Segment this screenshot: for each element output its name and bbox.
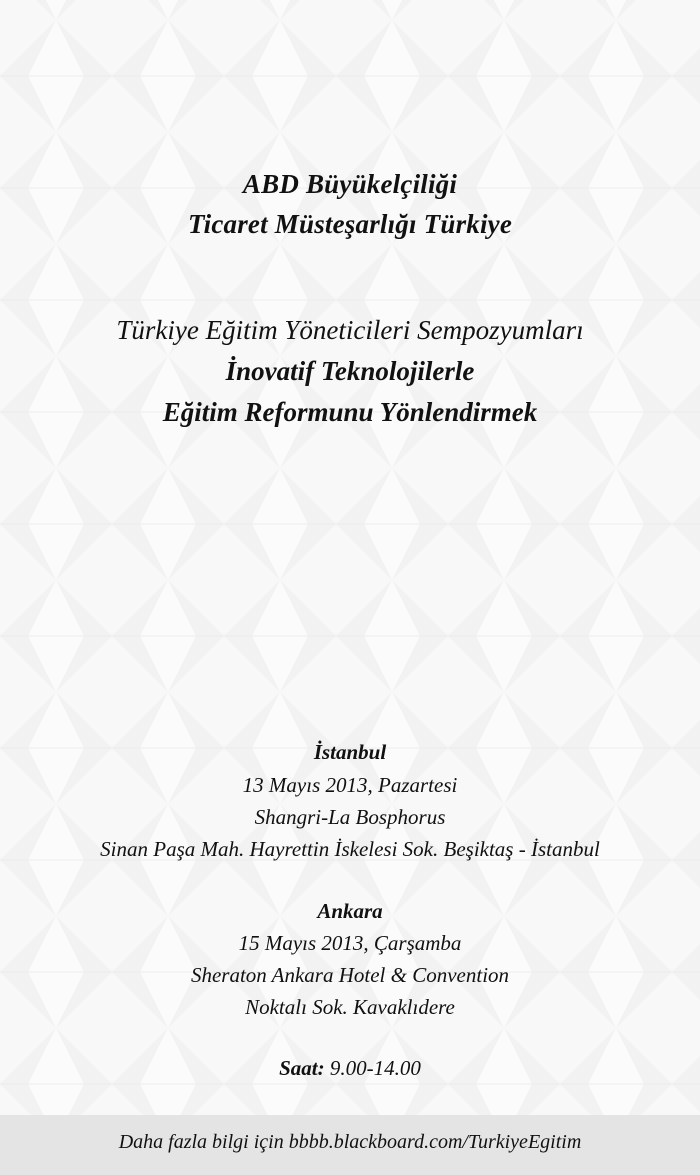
ankara-venue: Sheraton Ankara Hotel & Convention [190,963,510,987]
ankara-address: Noktalı Sok. Kavaklıdere [245,995,455,1019]
time-label: Saat: [279,1056,325,1080]
symposium-series: Türkiye Eğitim Yöneticileri Sempozyumları [116,315,584,345]
time-value: 9.00-14.00 [329,1056,421,1080]
title-line-1: İnovatif Teknolojilerle [225,356,475,386]
istanbul-city: İstanbul [313,740,387,764]
ankara-date: 15 Mayıs 2013, Çarşamba [238,931,462,955]
istanbul-date: 13 Mayıs 2013, Pazartesi [242,773,458,797]
footer-info: Daha fazla bilgi için bbbb.blackboard.com/TurkiyeEgitim [118,1131,582,1153]
ankara-city: Ankara [317,899,383,923]
istanbul-venue: Shangri-La Bosphorus [254,805,446,829]
header-line-2: Ticaret Müsteşarlığı Türkiye [187,209,513,239]
title-line-2: Eğitim Reformunu Yönlendirmek [162,397,538,427]
istanbul-address: Sinan Paşa Mah. Hayrettin İskelesi Sok. Beşiktaş - İstanbul [100,837,600,861]
time-line [0,1056,700,1081]
header-line-1: ABD Büyükelçiliği [242,169,458,199]
